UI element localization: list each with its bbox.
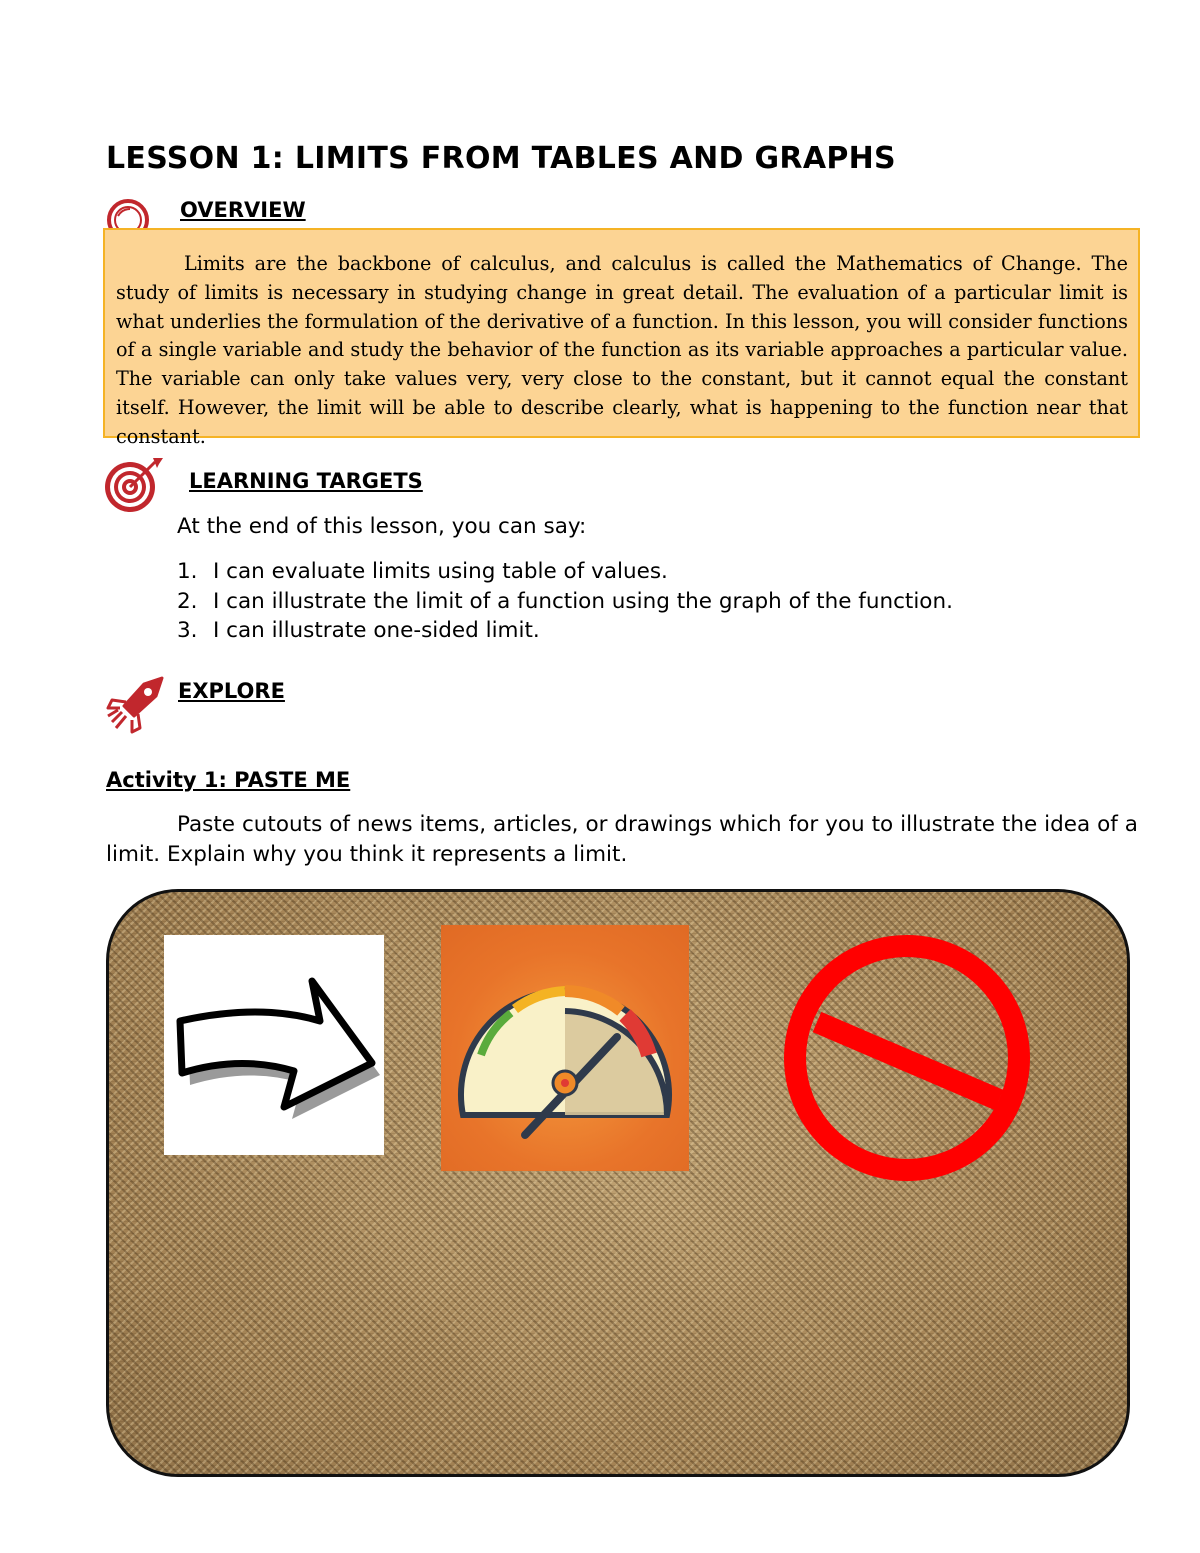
list-text: I can illustrate the limit of a function using the graph of the function. <box>213 589 953 614</box>
page-title: LESSON 1: LIMITS FROM TABLES AND GRAPHS <box>106 141 896 176</box>
list-item <box>177 616 540 646</box>
speedometer-icon <box>441 925 689 1171</box>
paste-board <box>106 889 1130 1477</box>
target-icon <box>103 456 165 516</box>
list-item <box>177 557 668 587</box>
learning-targets-heading: LEARNING TARGETS <box>189 469 423 493</box>
no-sign-icon <box>779 930 1039 1190</box>
list-number: 1. <box>177 559 198 584</box>
overview-heading: OVERVIEW <box>180 198 306 222</box>
overview-text: Limits are the backbone of calculus, and calculus is called the Mathematics of Change. The study of limits is necessary in studying change in great detail. The evaluation of a particular limit is what underlies the formulation of the derivative of a function. In this lesson, you will consider functions of a single variable and study the behavior of the function as its variable approaches a particular value. The variable can only take values very, very close to the constant, but it cannot equal the constant itself. However, the limit will be able to describe clearly, what is happening to the function near that constant. <box>116 252 1128 448</box>
activity-heading: Activity 1: PASTE ME <box>106 768 351 792</box>
list-text: I can evaluate limits using table of values. <box>213 559 668 584</box>
speedometer-cutout <box>441 925 689 1171</box>
arrow-icon <box>164 935 384 1155</box>
arrow-cutout <box>164 935 384 1155</box>
list-number: 3. <box>177 618 198 643</box>
list-number: 2. <box>177 589 198 614</box>
list-text: I can illustrate one-sided limit. <box>213 618 540 643</box>
learning-targets-intro: At the end of this lesson, you can say: <box>177 514 587 539</box>
no-sign-cutout <box>779 930 1039 1190</box>
rocket-icon <box>104 674 168 736</box>
activity-instructions: Paste cutouts of news items, articles, or drawings which for you to illustrate the idea of a limit. Explain why you think it represents a limit. <box>106 812 1138 867</box>
list-item <box>177 587 953 617</box>
explore-heading: EXPLORE <box>178 679 285 703</box>
